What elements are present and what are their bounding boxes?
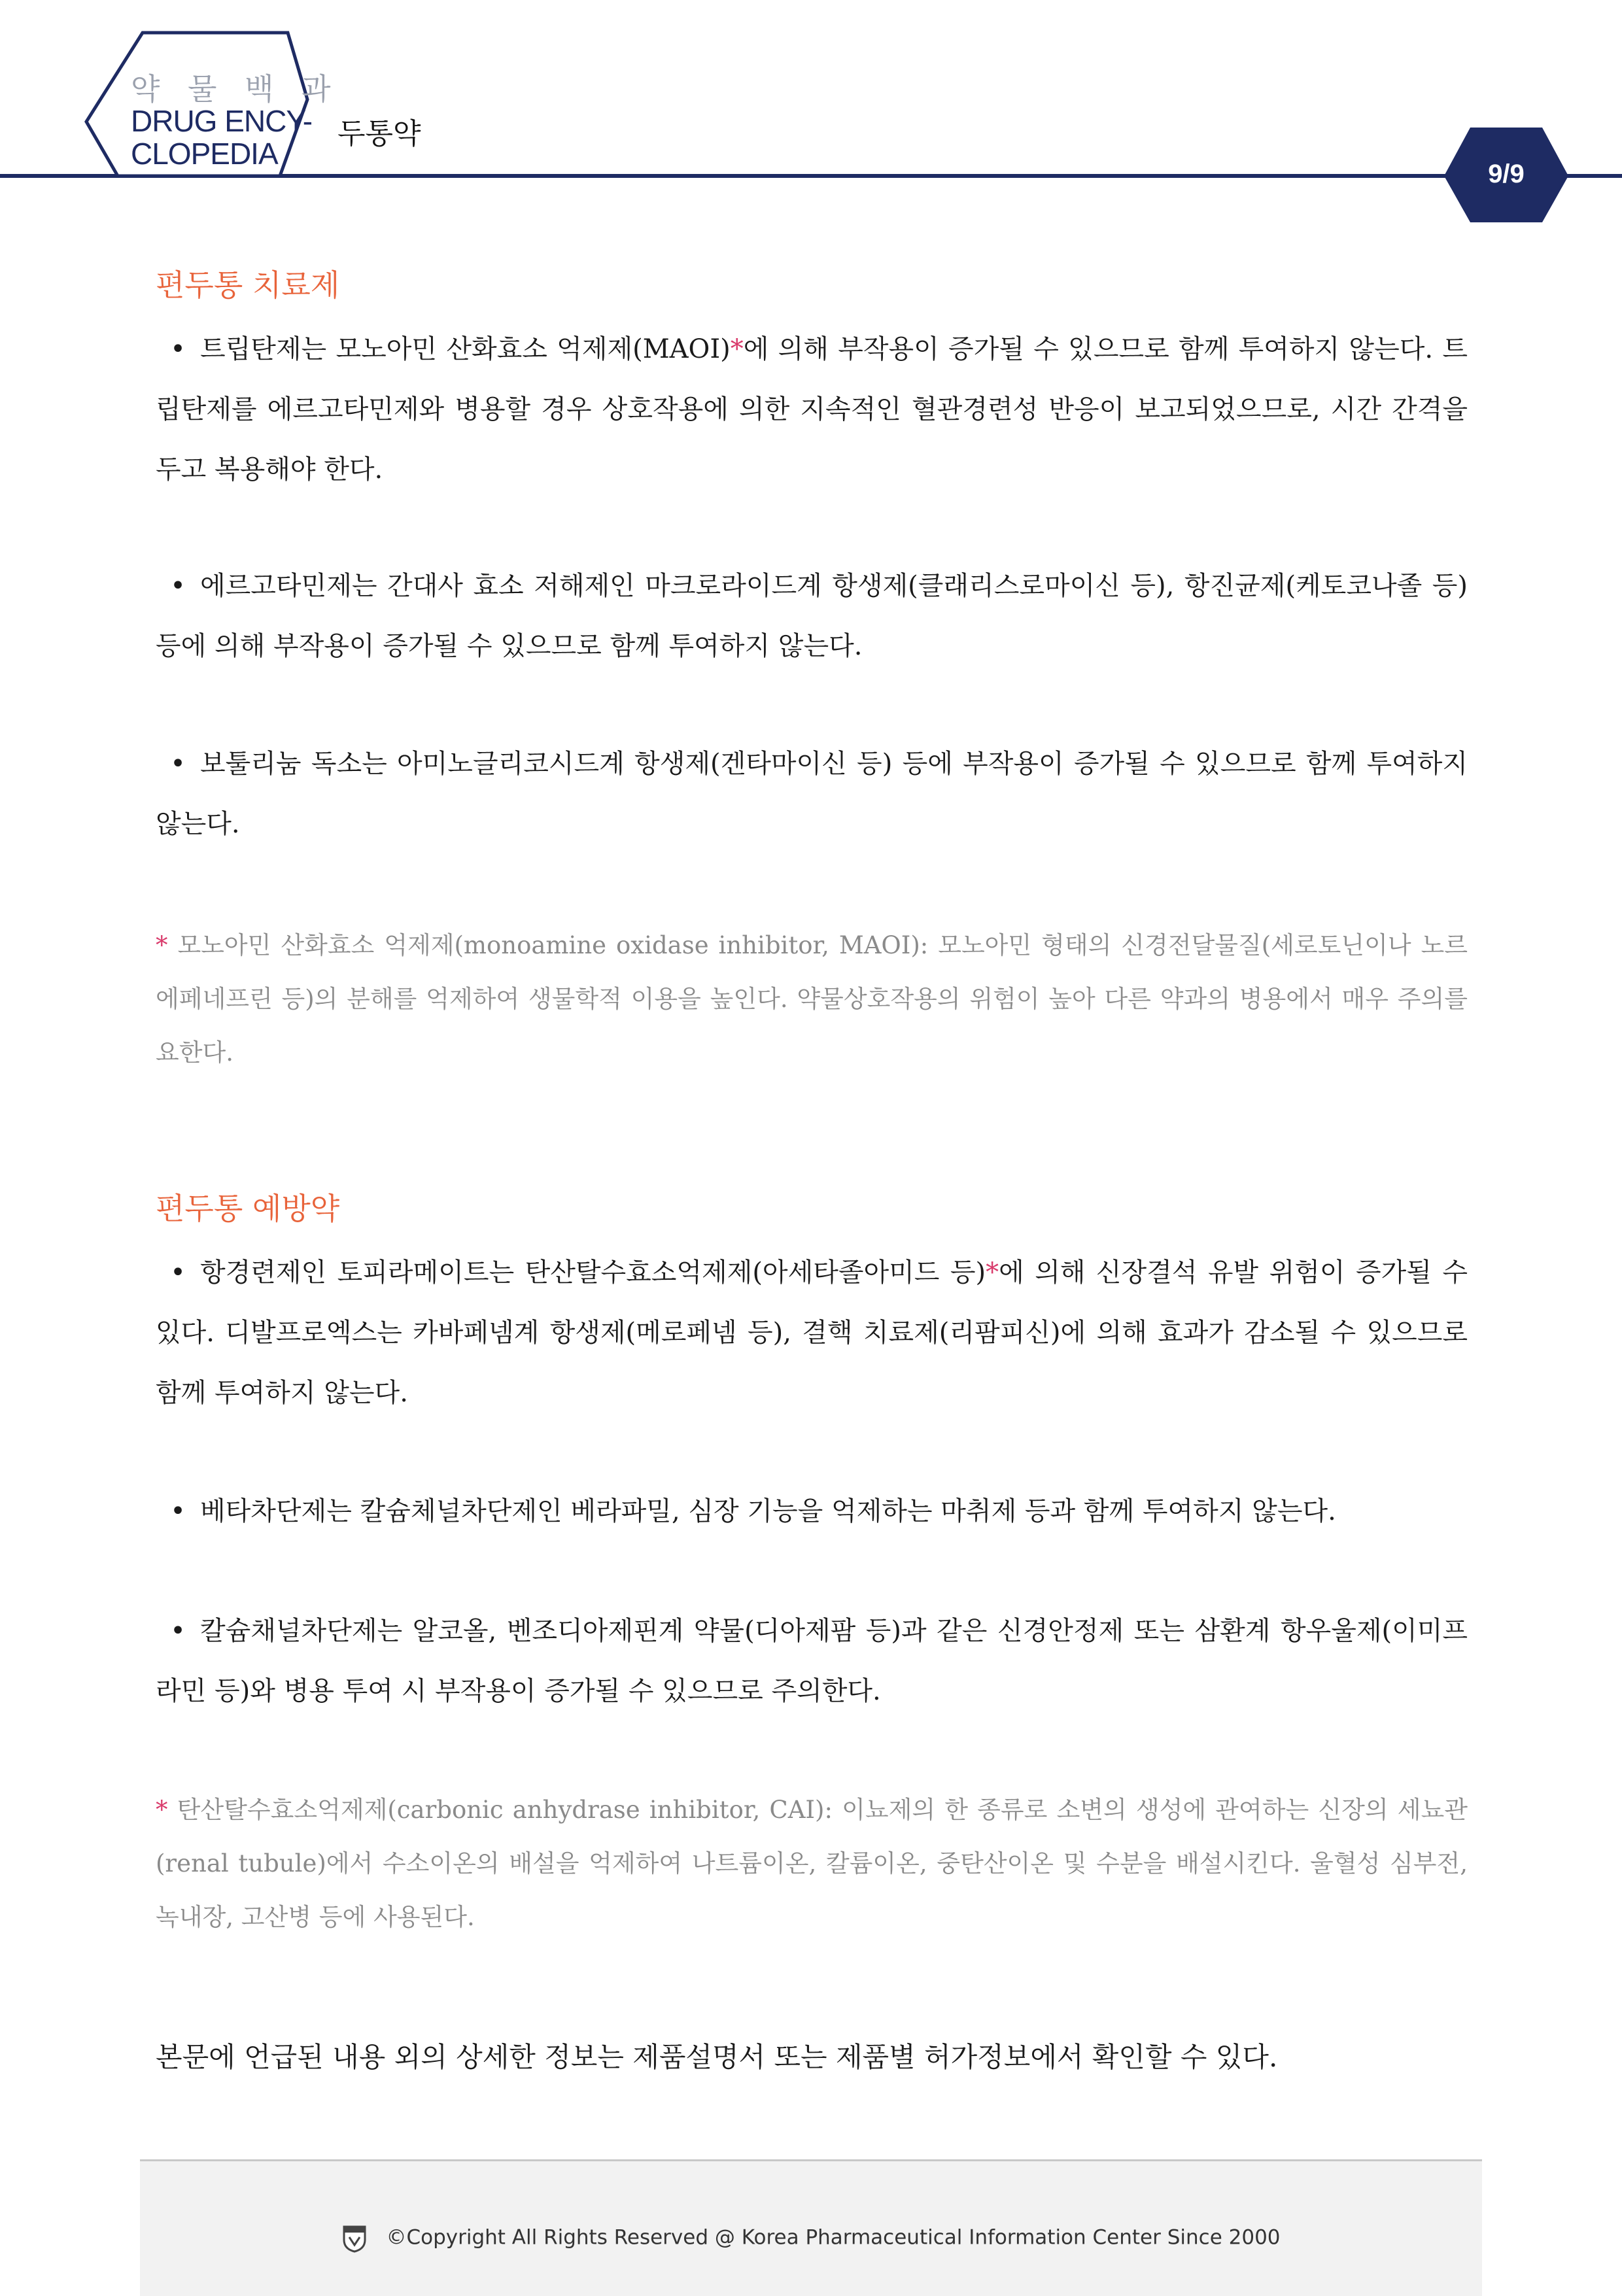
bullet-dot: • — [170, 334, 186, 364]
bullet-dot: • — [170, 749, 186, 779]
page-footer — [140, 2159, 1482, 2296]
document-title: 두통약 — [337, 117, 421, 150]
bullet-paragraph: • 에르고타민제는 간대사 효소 저해제인 마크로라이드계 항생제(클래리스로마이신 등), 항진균제(케토코나졸 등) 등에 의해 부작용이 증가될 수 있으므로 함께 투여하지 않는다. — [156, 556, 1468, 676]
bullet-dot: • — [170, 1616, 186, 1646]
copyright-text: ©Copyright All Rights Reserved @ Korea Pharmaceutical Information Center Since 2000 — [386, 2225, 1281, 2250]
footnote-maoi: * 모노아민 산화효소 억제제(monoamine oxidase inhibitor, MAOI): 모노아민 형태의 신경전달물질(세로토닌이나 노르에페네프린 등)의 분해를 억제하여 생물학적 이용을 높인다. 약물상호작용의 위험이 높아 다른 약과의 병용에서 매우 주의를 요한다. — [156, 931, 1468, 1067]
bullet-paragraph: • 베타차단제는 칼슘체널차단제인 베라파밀, 심장 기능을 억제하는 마취제 등과 함께 투여하지 않는다. — [156, 1481, 1468, 1541]
footnote-cai: * 탄산탈수효소억제제(carbonic anhydrase inhibitor, CAI): 이뇨제의 한 종류로 소변의 생성에 관여하는 신장의 세뇨관(renal tubule)에서 수소이온의 배설을 억제하여 나트륨이온, 칼륨이온, 중탄산이온 및 수분을 배설시킨다. 울혈성 심부전, 녹내장, 고산병 등에 사용된다. — [156, 1796, 1468, 1931]
closing-statement: 본문에 언급된 내용 외의 상세한 정보는 제품설명서 또는 제품별 허가정보에서 확인할 수 있다. — [156, 2041, 1278, 2073]
bullet-paragraph: • 보툴리눔 독소는 아미노글리코시드계 항생제(겐타마이신 등) 등에 부작용이 증가될 수 있으므로 함께 투여하지 않는다. — [156, 734, 1468, 854]
crest-icon — [341, 2224, 368, 2253]
asterisk-mark: * — [730, 334, 744, 364]
asterisk-mark: * — [986, 1258, 999, 1288]
bullet-dot: • — [170, 571, 186, 601]
bullet-paragraph: • 항경련제인 토피라메이트는 탄산탈수효소억제제(아세타졸아미드 등)*에 의해 신장결석 유발 위험이 증가될 수 있다. 디발프로엑스는 카바페넴계 항생제(메로페넴 등), 결핵 치료제(리팜피신)에 의해 효과가 감소될 수 있으므로 함께 투여하지 않는다. — [156, 1242, 1468, 1423]
page-header — [0, 0, 1622, 235]
page-number: 9/9 — [1488, 160, 1525, 188]
section-title-migraine-prevention: 편두통 예방약 — [156, 1191, 340, 1226]
bullet-dot: • — [170, 1496, 186, 1526]
logo-english: DRUG ENCY- CLOPEDIA — [131, 104, 313, 171]
logo-korean: 약 물 백 과 — [131, 71, 340, 107]
bullet-dot: • — [170, 1258, 186, 1288]
footer-copyright-line — [140, 2224, 1482, 2253]
bullet-paragraph: • 칼슘채널차단제는 알코올, 벤조디아제핀계 약물(디아제팜 등)과 같은 신경안정제 또는 삼환계 항우울제(이미프라민 등)와 병용 투여 시 부작용이 증가될 수 있으므로 주의한다. — [156, 1601, 1468, 1721]
section-title-migraine-treatment: 편두통 치료제 — [156, 267, 340, 303]
asterisk-mark: * — [156, 1796, 168, 1824]
bullet-paragraph: • 트립탄제는 모노아민 산화효소 억제제(MAOI)*에 의해 부작용이 증가될 수 있으므로 함께 투여하지 않는다. 트립탄제를 에르고타민제와 병용할 경우 상호작용에 의한 지속적인 혈관경련성 반응이 보고되었으므로, 시간 간격을 두고 복용해야 한다. — [156, 319, 1468, 500]
asterisk-mark: * — [156, 931, 168, 959]
